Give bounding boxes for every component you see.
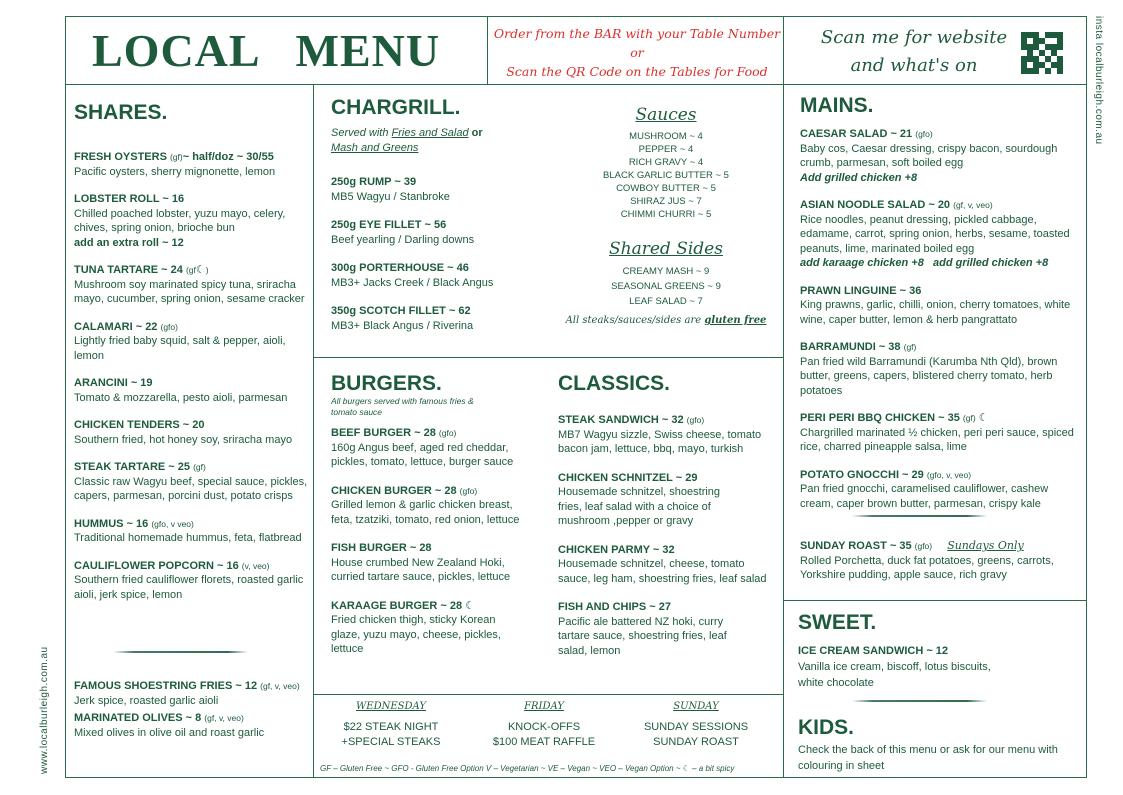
spicy-icon: ☾ [195, 264, 206, 276]
sauce-item: PEPPER ~ 4 [638, 144, 694, 155]
day-line: KNOCK-OFFS [507, 721, 581, 733]
scan-line-2: and what's on [850, 55, 978, 76]
header-divider-1 [487, 16, 488, 85]
sweet-section [798, 611, 1078, 691]
item-name: PERI PERI BBQ CHICKEN ~ 35 [800, 412, 960, 424]
item-desc: Grilled lemon & garlic chicken breast, feta, tzatziki, tomato, red onion, lettuce [331, 499, 520, 526]
item-name: ICE CREAM SANDWICH ~ 12 [798, 645, 949, 657]
side-text-right[interactable]: insta localburleigh.com.au [1093, 16, 1104, 145]
day-line: SUNDAY ROAST [653, 736, 739, 748]
item-name: BEEF BURGER ~ 28 [331, 427, 436, 439]
menu-item-prawn-linguine [800, 284, 1078, 328]
item-name: CHICKEN BURGER ~ 28 [331, 484, 457, 497]
menu-item-porterhouse [331, 261, 521, 290]
mains-section [800, 94, 1078, 511]
item-extra: add karaage chicken +8 add grilled chicken +8 [800, 257, 1049, 269]
menu-item-chicken-parmy [558, 543, 776, 587]
sauce-list [560, 130, 772, 221]
item-name: TUNA TARTARE ~ 24 [74, 264, 183, 276]
order-line-1: Order from the BAR with your Table Number [493, 26, 781, 41]
item-desc: Rolled Porchetta, duck fat potatoes, greens, carrots, Yorkshire pudding, apple sauce, rich gravy [800, 554, 1054, 581]
item-tags: (gfo) [459, 485, 478, 496]
item-name: CAULIFLOWER POPCORN ~ 16 [74, 559, 239, 572]
item-desc: Mixed olives in olive oil and roast garlic [74, 726, 265, 739]
menu-item-calamari [74, 320, 310, 364]
menu-item-cauliflower-popcorn [74, 559, 310, 603]
menu-item-asian-noodle-salad [800, 198, 1078, 271]
shares-section-lower [74, 679, 310, 740]
item-name: FRESH OYSTERS [74, 151, 167, 163]
item-price: ~ half/doz ~ 30/55 [182, 151, 274, 163]
chargrill-heading: CHARGRILL. [331, 96, 461, 119]
item-tags: (gf, v, veo) [260, 681, 300, 691]
day-line: SUNDAY SESSIONS [643, 721, 749, 733]
day-sunday [623, 701, 769, 750]
header-divider [65, 84, 1087, 85]
item-name: HUMMUS ~ 16 [74, 517, 149, 530]
classics-section [558, 372, 776, 658]
menu-item-steak-sandwich [558, 413, 776, 457]
sauces-section [560, 105, 772, 326]
spicy-icon: ☾ [682, 764, 690, 773]
burgers-heading: BURGERS. [331, 372, 442, 395]
sauces-heading: Sauces [635, 105, 697, 125]
item-tags: (gfo, v veo) [151, 518, 194, 529]
menu-item-arancini [74, 376, 310, 405]
item-name: 350g SCOTCH FILLET ~ 62 [331, 305, 471, 317]
item-tags: (gfo, v, veo) [926, 469, 972, 480]
menu-item-fish-and-chips [558, 600, 776, 658]
sides-list [560, 264, 772, 309]
menu-item-fish-burger [331, 541, 527, 585]
item-desc: Mushroom soy marinated spicy tuna, sriracha mayo, cucumber, spring onion, sesame cracker [74, 278, 305, 305]
item-note: Sundays Only [947, 539, 1024, 552]
item-desc: Rice noodles, peanut dressing, pickled cabbage, edamame, carrot, spring onion, herbs, sesame, toasted peanuts, lime, marinated boiled egg [800, 213, 1070, 255]
day-name: WEDNESDAY [356, 701, 426, 712]
item-desc: MB3+ Jacks Creek / Black Angus [331, 276, 494, 289]
item-name: 250g EYE FILLET ~ 56 [331, 219, 447, 231]
menu-item-beef-burger [331, 426, 527, 470]
frame-bottom [65, 777, 1087, 778]
order-instructions [489, 24, 785, 81]
sweet-divider [783, 600, 1087, 601]
item-desc: Classic raw Wagyu beef, special sauce, pickles, capers, parmesan, porcini dust, potato crisps [74, 475, 308, 502]
menu-item-rump [331, 175, 521, 204]
menu-item-olives [74, 711, 310, 740]
item-name: PRAWN LINGUINE ~ 36 [800, 284, 922, 297]
item-name: CALAMARI ~ 22 [74, 320, 158, 333]
item-name: FISH AND CHIPS ~ 27 [558, 601, 671, 613]
day-friday [471, 701, 617, 750]
item-desc: Lightly fried baby squid, salt & pepper, aioli, lemon [74, 335, 286, 362]
item-name: KARAAGE BURGER ~ 28 [331, 599, 463, 612]
item-extra: Add grilled chicken +8 [800, 171, 918, 184]
item-name: STEAK SANDWICH ~ 32 [558, 414, 684, 426]
item-name: CHICKEN TENDERS ~ 20 [74, 419, 205, 431]
item-name: ARANCINI ~ 19 [74, 377, 153, 389]
item-desc: House crumbed New Zealand Hoki, curried tartare sauce, pickles, lettuce [331, 556, 511, 583]
intro-text-b: Fries and Salad [391, 127, 469, 139]
shares-heading: SHARES. [74, 101, 168, 124]
item-name: CHICKEN PARMY ~ 32 [558, 543, 675, 556]
item-name: FAMOUS SHOESTRING FRIES ~ 12 [74, 680, 258, 692]
item-desc: Housemade schnitzel, shoestring fries, leaf salad with a choice of mushroom ,pepper or gravy [558, 486, 721, 527]
menu-item-steak-tartare [74, 460, 310, 504]
menu-item-scotch-fillet [331, 304, 521, 333]
item-tags: (gfo) [686, 415, 705, 425]
item-tags: (gf, v, veo) [204, 713, 244, 723]
col-divider-right [783, 84, 784, 778]
item-name: CHICKEN SCHNITZEL ~ 29 [558, 471, 698, 484]
day-line: +SPECIAL STEAKS [341, 736, 441, 748]
page-title: LOCAL MENU [92, 25, 441, 76]
chargrill-divider [313, 357, 783, 358]
menu-item-tuna-tartare [74, 263, 310, 307]
side-item: LEAF SALAD ~ 7 [629, 296, 703, 307]
item-extra: add an extra roll ~ 12 [74, 236, 184, 249]
menu-item-lobster-roll [74, 192, 310, 250]
chargrill-section [331, 96, 521, 333]
brush-divider-shares [113, 651, 248, 653]
menu-item-karaage-burger [331, 599, 527, 657]
item-name: LOBSTER ROLL ~ 16 [74, 193, 185, 205]
intro-text-c: or [468, 127, 483, 139]
sauce-item: RICH GRAVY ~ 4 [628, 157, 704, 168]
item-tags: (gfo) [915, 129, 933, 139]
side-item: CREAMY MASH ~ 9 [622, 266, 710, 277]
item-desc: MB7 Wagyu sizzle, Swiss cheese, tomato bacon jam, lettuce, bbq, mayo, turkish [558, 428, 762, 455]
note-text: All steaks/sauces/sides are [565, 315, 705, 326]
item-desc: Chargrilled marinated ½ chicken, peri peri sauce, spiced rice, charred pineapple salsa, lime [800, 426, 1074, 453]
sauce-item: SHIRAZ JUS ~ 7 [630, 196, 702, 207]
item-desc: 160g Angus beef, aged red cheddar, pickles, tomato, lettuce, burger sauce [331, 441, 514, 468]
sauce-item: CHIMMI CHURRI ~ 5 [620, 209, 712, 220]
kids-section [798, 716, 1078, 774]
days-divider [313, 694, 783, 695]
kids-heading: KIDS. [798, 716, 855, 739]
sauce-item: BLACK GARLIC BUTTER ~ 5 [603, 170, 729, 181]
qr-code-icon[interactable] [1021, 32, 1063, 74]
side-item: SEASONAL GREENS ~ 9 [611, 281, 721, 292]
item-tags: (gf) [903, 342, 917, 352]
item-name: SUNDAY ROAST ~ 35 [800, 540, 912, 552]
spicy-icon: ☾ [978, 412, 989, 424]
item-desc: MB5 Wagyu / Stanbroke [331, 190, 450, 203]
brush-divider-mains [852, 515, 987, 517]
item-name: STEAK TARTARE ~ 25 [74, 461, 191, 473]
menu-item-ice-cream-sandwich [798, 643, 1078, 691]
classics-heading: CLASSICS. [558, 372, 671, 395]
day-line: $22 STEAK NIGHT [343, 721, 439, 733]
item-name: 300g PORTERHOUSE ~ 46 [331, 262, 469, 274]
frame-right [1086, 16, 1087, 778]
intro-text-a: Served with [331, 127, 392, 139]
item-desc: Tomato & mozzarella, pesto aioli, parmesan [74, 391, 288, 404]
item-tags: (gfo) [160, 321, 178, 332]
item-desc: Pan fried gnocchi, caramelised cauliflower, cashew cream, caper brown butter, parmesan, crispy kale [800, 483, 1049, 510]
menu-item-chicken-schnitzel [558, 471, 776, 529]
item-desc: Vanilla ice cream, biscoff, lotus biscuits, white chocolate [798, 661, 991, 689]
frame-top [65, 16, 1087, 17]
item-tags: (v, veo) [241, 560, 270, 571]
item-desc: King prawns, garlic, chilli, onion, cherry tomatoes, white wine, caper butter, lemon & herb pangrattato [800, 299, 1071, 326]
item-tags: (gf [185, 265, 196, 275]
menu-item-chicken-tenders [74, 418, 310, 447]
item-desc: MB3+ Black Angus / Riverina [331, 319, 474, 332]
note-emphasis: gluten free [704, 315, 767, 326]
day-name: FRIDAY [524, 701, 564, 712]
item-desc: Southern fried, hot honey soy, sriracha mayo [74, 433, 293, 446]
item-desc: Southern fried cauliflower florets, roasted garlic aioli, jerk spice, lemon [74, 574, 304, 601]
item-tags: (gf) [169, 152, 183, 162]
item-tags: (gf, v, veo) [953, 200, 993, 210]
dietary-legend [320, 764, 780, 773]
item-desc: Housemade schnitzel, cheese, tomato sauce, leg ham, shoestring fries, leaf salad [558, 558, 767, 585]
item-desc: Jerk spice, roasted garlic aioli [74, 694, 219, 707]
day-detail [471, 720, 617, 750]
menu-item-caesar-salad [800, 127, 1078, 185]
item-tags-end: ) [205, 265, 209, 275]
mains-heading: MAINS. [800, 94, 874, 117]
chargrill-intro [331, 126, 521, 155]
item-desc: Baby cos, Caesar dressing, crispy bacon, sourdough crumb, parmesan, soft boiled egg [800, 142, 1058, 169]
gluten-free-note [560, 315, 772, 326]
brush-divider-sweet [852, 700, 987, 702]
burgers-section [331, 372, 527, 657]
scan-text [814, 24, 1014, 80]
scan-line-1: Scan me for website [820, 27, 1008, 48]
legend-end: – a bit spicy [689, 764, 735, 773]
sauce-item: COWBOY BUTTER ~ 5 [616, 183, 716, 194]
shares-section [74, 101, 310, 602]
sauce-item: MUSHROOM ~ 4 [629, 131, 703, 142]
menu-item-fries [74, 679, 310, 708]
menu-item-sunday-roast [800, 539, 1078, 583]
side-text-left[interactable]: www.localburleigh.com.au [39, 646, 50, 774]
menu-item-eye-fillet [331, 218, 521, 247]
day-wednesday [318, 701, 464, 750]
col-divider-left [313, 84, 314, 778]
order-line-2: or [630, 45, 644, 60]
order-line-3: Scan the QR Code on the Tables for Food [506, 64, 768, 79]
day-detail [623, 720, 769, 750]
item-desc: Traditional homemade hummus, feta, flatbread [74, 532, 302, 544]
item-name: CAESAR SALAD ~ 21 [800, 128, 913, 140]
item-name: ASIAN NOODLE SALAD ~ 20 [800, 199, 951, 211]
legend-text: GF – Gluten Free ~ GFO - Gluten Free Option V – Vegetarian ~ VE – Vegan ~ VEO – Vegan Option ~ [320, 764, 681, 773]
item-tags: (gf) [193, 462, 206, 472]
frame-left [65, 16, 66, 778]
day-line: $100 MEAT RAFFLE [492, 736, 596, 748]
item-desc: Pacific ale battered NZ hoki, curry tartare sauce, shoestring fries, leaf salad, lemon [558, 615, 727, 657]
item-desc: Chilled poached lobster, yuzu mayo, celery, chives, spring onion, brioche bun [74, 207, 286, 234]
sweet-heading: SWEET. [798, 611, 877, 634]
menu-item-potato-gnocchi [800, 468, 1078, 512]
item-desc: Fried chicken thigh, sticky Korean glaze, yuzu mayo, cheese, pickles, lettuce [331, 614, 501, 655]
item-name: 250g RUMP ~ 39 [331, 176, 417, 188]
item-name: BARRAMUNDI ~ 38 [800, 341, 901, 353]
item-tags: (gfo) [438, 428, 457, 438]
item-name: POTATO GNOCCHI ~ 29 [800, 468, 924, 481]
spicy-icon: ☾ [465, 599, 476, 612]
shared-sides-heading: Shared Sides [609, 239, 723, 259]
intro-text-d: Mash and Greens [331, 141, 419, 154]
menu-item-peri-peri-chicken [800, 411, 1078, 455]
item-name: MARINATED OLIVES ~ 8 [74, 712, 202, 724]
item-desc: Pacific oysters, sherry mignonette, lemon [74, 165, 276, 178]
menu-item-chicken-burger [331, 484, 527, 528]
day-name: SUNDAY [673, 701, 719, 712]
item-desc: Beef yearling / Darling downs [331, 233, 475, 246]
menu-item-fresh-oysters [74, 150, 310, 179]
item-desc: Pan fried wild Barramundi (Karumba Nth Qld), brown butter, greens, capers, blistered cherry tomato, herb potatoes [800, 355, 1058, 397]
day-detail [318, 720, 464, 750]
burgers-intro: All burgers served with famous fries & tomato sauce [331, 396, 474, 417]
item-tags: (gfo) [914, 541, 933, 551]
menu-item-hummus [74, 517, 310, 546]
kids-desc: Check the back of this menu or ask for our menu with colouring in sheet [798, 744, 1058, 772]
menu-item-barramundi [800, 340, 1078, 398]
item-tags: (gf) [962, 413, 976, 423]
item-name: FISH BURGER ~ 28 [331, 542, 432, 554]
